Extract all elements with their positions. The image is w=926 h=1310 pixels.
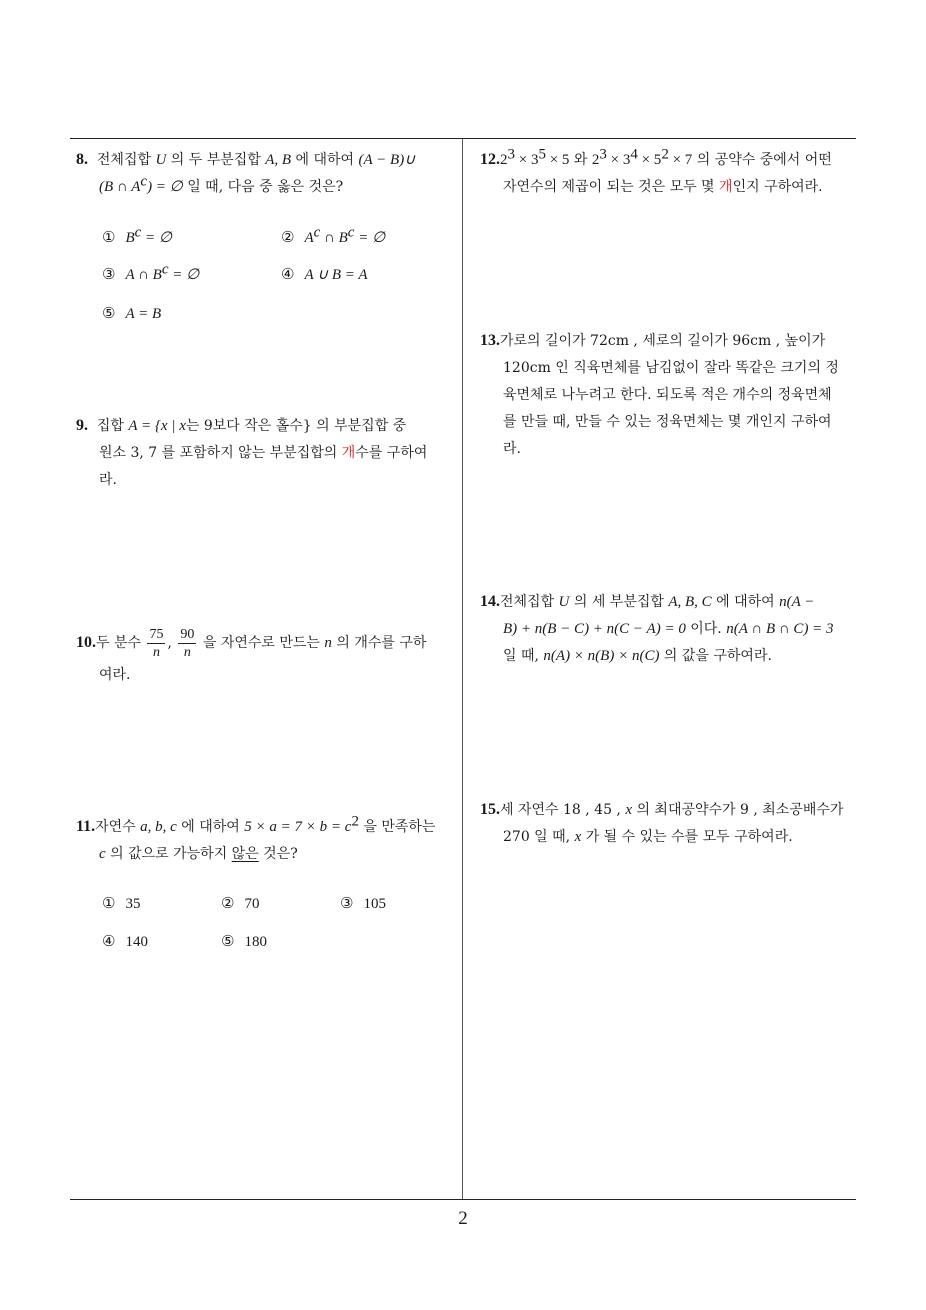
question-8-line-1 [76,146,415,174]
denominator: n [183,644,191,660]
question-14-line-3 [480,643,834,670]
highlighted-text: 개 [341,445,356,461]
question-8-line-2 [76,174,415,201]
math: A = {x | x [128,418,186,434]
fraction-90-over-n [178,626,196,661]
option-marker: ③ [340,894,354,912]
math: n(A) × n(B) × n(C) [543,648,660,664]
text: 자연수 [95,819,141,835]
text: 수를 구하여 [355,445,428,461]
math: = ∅ [168,267,200,283]
text: 에 대하여 [711,594,780,610]
text: 가 될 수 있는 수를 모두 구하여라. [581,829,793,845]
text: 의 값을 구하여라. [659,648,772,664]
text: 전체집합 [96,152,156,168]
question-11-line-1 [76,813,435,841]
highlighted-text: 개 [719,179,733,195]
text: 집합 [96,418,129,434]
question-8 [76,146,415,201]
math: x [625,802,632,818]
math: c [99,846,106,862]
question-14-line-2 [480,616,834,643]
text: 의 최대공약수가 9 , 최소공배수가 [632,802,844,818]
math: A [304,230,314,246]
text: 의 개수를 구하 [331,635,427,651]
math: B [125,230,135,246]
text: 여라. [99,667,131,683]
question-10 [76,624,426,689]
question-number: 14. [480,593,500,610]
math: a, b, c [140,819,177,835]
question-number: 15. [480,801,500,818]
math-superscript: 5 [538,146,546,163]
math: × 3 [515,152,539,168]
option-8-2 [281,224,386,247]
text: 의 값으로 가능하지 [105,846,232,862]
page-number: 2 [458,1208,468,1229]
option-value: 70 [244,896,260,912]
math: A, B, C [668,594,712,610]
question-12-line-2 [480,174,832,201]
option-marker: ② [221,894,235,912]
text: 120cm 인 직육면체를 남김없이 잘라 똑같은 크기의 정 [503,360,839,376]
math: × 5 [637,152,662,168]
question-9-line-2 [76,440,427,467]
math: × 7 [668,152,693,168]
text: 일 때, 다음 중 옳은 것은? [182,179,344,195]
option-value: 35 [125,896,141,912]
bottom-rule [70,1199,856,1200]
math-superscript: 3 [507,146,515,163]
option-marker: ④ [102,932,116,950]
option-8-3 [102,261,200,284]
text: 라. [99,472,117,488]
math: n [324,635,332,651]
question-number: 12. [480,151,500,168]
underlined-text: 않은 [231,846,259,862]
math-superscript: 3 [599,146,607,163]
math: U [155,152,167,168]
text: 이다. [685,621,727,637]
option-8-5 [102,304,161,323]
text: 의 두 부분집합 [166,152,266,168]
math-superscript: c [313,224,321,241]
math: (A − B)∪ [358,152,416,168]
math-superscript: 2 [351,813,359,830]
question-13-line-5 [480,436,839,463]
math-superscript: 2 [661,146,669,163]
math: B) + n(B − C) + n(C − A) = 0 [503,621,686,637]
math-superscript: c [161,261,169,278]
math: U [558,594,570,610]
text: , [167,635,177,651]
option-value: 105 [363,896,386,912]
math: x [574,829,582,845]
math: × 5 [545,152,570,168]
option-11-4 [102,932,148,951]
text: 에 대하여 [176,819,245,835]
math: 5 × a = 7 × b = c [244,819,352,835]
question-number: 13. [480,332,500,349]
math: ) = ∅ [147,179,183,195]
question-14-line-1 [480,588,834,616]
numerator: 90 [180,626,195,642]
option-11-1 [102,894,140,913]
text: 을 자연수로 만드는 [198,635,325,651]
math-superscript: c [134,224,142,241]
text: 것은? [258,846,298,862]
math: ∩ B [320,230,348,246]
question-15-line-2 [480,824,843,851]
math: A ∪ B = A [304,267,368,283]
math-superscript: 4 [630,146,638,163]
math: n(A ∩ B ∩ C) = 3 [726,621,834,637]
question-number: 11. [76,818,96,835]
option-11-2 [221,894,259,913]
option-marker: ① [102,228,116,246]
math: n(A − [779,594,815,610]
question-13-line-1 [480,327,839,355]
question-15-line-1 [480,796,843,824]
text: 일 때, [503,648,544,664]
text: 인지 구하여라. [732,179,823,195]
option-marker: ⑤ [102,304,116,322]
math: = ∅ [354,230,386,246]
text: 를 만들 때, 만들 수 있는 정육면체는 몇 개인지 구하여 [503,414,832,430]
question-number: 9. [76,417,88,434]
option-marker: ① [102,894,116,912]
question-9-line-3 [76,467,427,494]
question-12-line-1 [480,146,832,174]
text: 와 [569,152,592,168]
math: × 3 [606,152,631,168]
option-value: 140 [125,934,148,950]
math-superscript: c [140,173,148,190]
question-12 [480,146,832,201]
text: 270 일 때, [503,829,575,845]
math: 2 [591,152,600,168]
question-10-line-1 [76,624,426,662]
text: 전체집합 [500,594,559,610]
text: 을 만족하는 [358,819,436,835]
text: 에 대하여 [291,152,359,168]
text: 의 세 부분집합 [569,594,669,610]
question-15 [480,796,843,851]
text: 의 공약수 중에서 어떤 [692,152,832,168]
text: 원소 3, 7 를 포함하지 않는 부분집합의 [99,445,342,461]
question-number: 10. [76,634,96,651]
text: 두 분수 [96,635,146,651]
question-14 [480,588,834,670]
math: = ∅ [141,230,172,246]
question-11 [76,813,435,868]
question-9-line-1 [76,412,427,440]
option-value: 180 [244,934,267,950]
option-marker: ② [281,228,295,246]
question-9 [76,412,427,494]
math: (B ∩ A [99,179,141,195]
option-8-4 [281,265,368,284]
text: 라. [503,441,521,457]
option-marker: ③ [102,265,116,283]
question-11-line-2 [76,841,435,868]
text: 자연수의 제곱이 되는 것은 모두 몇 [503,179,720,195]
option-11-5 [221,932,267,951]
text: 가로의 길이가 72cm , 세로의 길이가 96cm , 높이가 [500,333,826,349]
text: 는 9보다 작은 홀수} 의 부분집합 중 [185,418,407,434]
math: A, B [265,152,292,168]
fraction-75-over-n [147,626,165,661]
denominator: n [152,644,160,660]
option-11-3 [340,894,386,913]
math: A ∩ B [125,267,162,283]
question-10-line-2 [76,662,426,689]
top-rule [70,138,856,139]
math: 2 [500,152,508,168]
text: 육면체로 나누려고 한다. 되도록 적은 개수의 정육면체 [503,387,832,403]
math-superscript: c [347,224,355,241]
option-marker: ④ [281,265,295,283]
math: A = B [125,306,162,322]
column-divider [462,139,463,1200]
option-8-1 [102,224,172,247]
question-13-line-3 [480,382,839,409]
question-13 [480,327,839,463]
option-marker: ⑤ [221,932,235,950]
question-13-line-4 [480,409,839,436]
numerator: 75 [149,626,164,642]
question-number: 8. [76,151,88,168]
question-13-line-2 [480,355,839,382]
text: 세 자연수 18 , 45 , [500,802,626,818]
